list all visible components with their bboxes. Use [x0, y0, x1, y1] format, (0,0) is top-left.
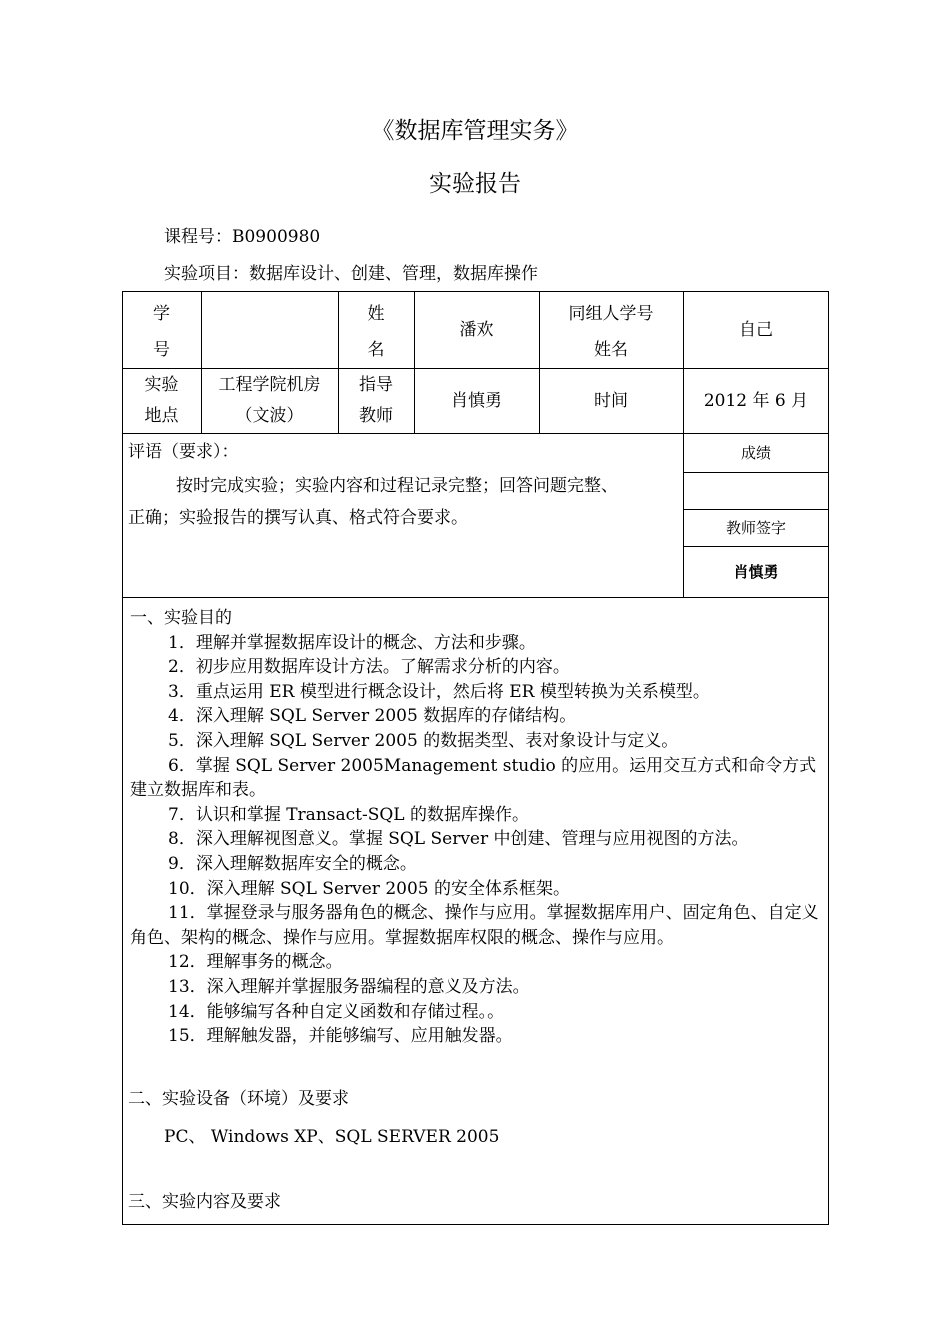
section-heading-environment: 二、实验设备（环境）及要求	[128, 1088, 349, 1109]
purpose-item: 12．理解事务的概念。	[168, 952, 343, 973]
purpose-item: 3．重点运用 ER 模型进行概念设计，然后将 ER 模型转换为关系模型。	[168, 681, 710, 702]
review-text-line1: 按时完成实验；实验内容和过程记录完整；回答问题完整、	[176, 476, 618, 496]
purpose-item: 14．能够编写各种自定义函数和存储过程。。	[168, 1001, 505, 1022]
time-value: 2012 年 6 月	[703, 390, 809, 411]
experiment-project: 实验项目：数据库设计、创建、管理，数据库操作	[164, 264, 538, 284]
purpose-item: 2．初步应用数据库设计方法。了解需求分析的内容。	[168, 657, 570, 678]
document-title: 《数据库管理实务》	[371, 118, 579, 144]
purpose-item: 4．深入理解 SQL Server 2005 数据库的存储结构。	[168, 706, 577, 727]
location-label: 实验 地点	[144, 374, 179, 426]
purpose-item: 9．深入理解数据库安全的概念。	[168, 853, 417, 874]
time-label: 时间	[594, 390, 628, 411]
purpose-item: 1．理解并掌握数据库设计的概念、方法和步骤。	[168, 632, 536, 653]
course-number: 课程号：B0900980	[164, 227, 321, 247]
purpose-item: 5．深入理解 SQL Server 2005 的数据类型、表对象设计与定义。	[168, 730, 679, 751]
environment-text: PC、 Windows XP、SQL SERVER 2005	[164, 1127, 500, 1148]
review-comment	[128, 440, 676, 534]
review-text-line2: 正确；实验报告的撰写认真、格式符合要求。	[128, 508, 468, 528]
document-subtitle: 实验报告	[429, 171, 521, 197]
purpose-item: 11．掌握登录与服务器角色的概念、操作与应用。掌握数据库用户、固定角色、自定义角色、架构的概念、操作与应用。掌握数据库权限的概念、操作与应用。	[130, 903, 819, 948]
purpose-item: 8．深入理解视图意义。掌握 SQL Server 中创建、管理与应用视图的方法。	[168, 829, 749, 850]
teacher-value: 肖慎勇	[451, 390, 502, 411]
section-heading-purpose: 一、实验目的	[130, 608, 232, 628]
name-label: 姓 名	[367, 304, 385, 360]
signature-value: 肖慎勇	[733, 562, 779, 581]
group-label: 同组人学号 姓名	[568, 304, 654, 360]
teacher-label: 指导 教师	[359, 374, 393, 426]
signature-label: 教师签字	[725, 518, 786, 537]
student-no-value	[201, 291, 338, 368]
purpose-item: 15．理解触发器，并能够编写、应用触发器。	[168, 1026, 513, 1047]
report-content	[130, 606, 824, 1214]
purpose-item: 7．认识和掌握 Transact-SQL 的数据库操作。	[168, 804, 530, 825]
student-no-label: 学 号	[153, 304, 170, 360]
group-value: 自己	[739, 319, 773, 340]
grade-value	[683, 472, 829, 509]
row-divider	[122, 597, 829, 598]
review-label: 评语（要求）：	[128, 442, 239, 462]
grade-label: 成绩	[740, 443, 771, 462]
purpose-item: 13．深入理解并掌握服务器编程的意义及方法。	[168, 976, 530, 997]
section-heading-content: 三、实验内容及要求	[128, 1191, 281, 1212]
location-value: 工程学院机房 （文波）	[218, 374, 321, 426]
name-value: 潘欢	[459, 319, 494, 340]
purpose-item: 6．掌握 SQL Server 2005Management studio 的应用。运用交互方式和命令方式建立数据库和表。	[130, 755, 817, 801]
purpose-item: 10．深入理解 SQL Server 2005 的安全体系框架。	[168, 878, 571, 899]
